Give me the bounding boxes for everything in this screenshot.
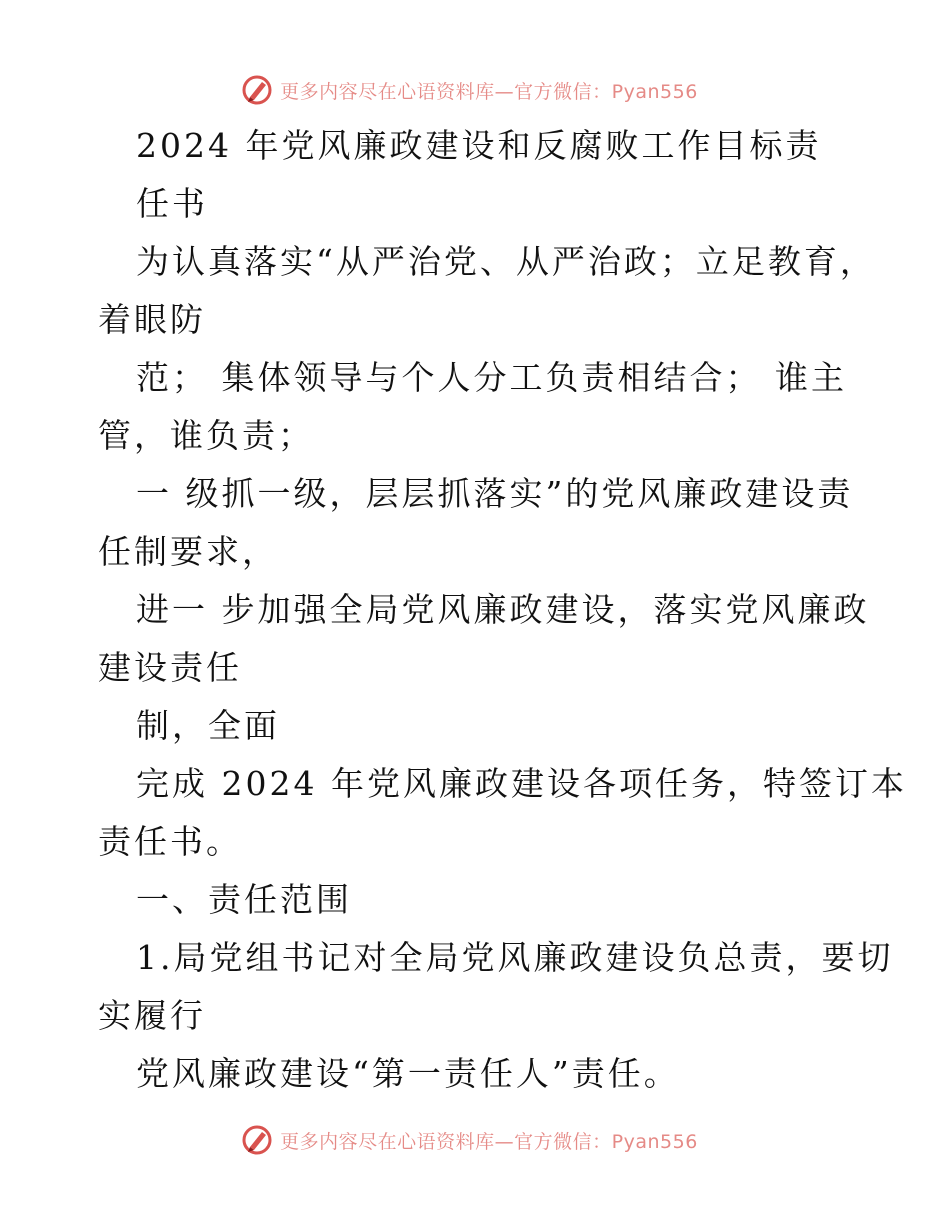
section-heading: 一、责任范围: [136, 880, 352, 919]
paragraph-line: 着眼防: [98, 300, 206, 339]
paragraph-line: 范； 集体领导与个人分工负责相结合； 谁主: [136, 358, 847, 397]
paragraph-line: 任制要求，: [98, 532, 278, 571]
title-line-2: 任书: [136, 184, 208, 223]
pen-circle-logo-icon: [240, 1123, 274, 1157]
paragraph-line: 制，全面: [136, 706, 280, 745]
footer-watermark: [0, 1120, 950, 1160]
paragraph-line: 完成 2024 年党风廉政建设各项任务，特签订本: [136, 764, 907, 803]
paragraph-line: 一 级抓一级，层层抓落实”的党风廉政建设责: [136, 474, 854, 513]
paragraph-line: 进一 步加强全局党风廉政建设，落实党风廉政: [136, 590, 870, 629]
paragraph-line: 管，谁负责；: [98, 416, 314, 455]
watermark-text: 更多内容尽在心语资料库—官方微信：Pyan556: [280, 1130, 698, 1153]
paragraph-line: 实履行: [98, 996, 206, 1035]
paragraph-line: 建设责任: [98, 648, 242, 687]
paragraph-line: 党风廉政建设“第一责任人”责任。: [136, 1054, 680, 1093]
title-line-1: 2024 年党风廉政建设和反腐败工作目标责: [136, 126, 822, 165]
paragraph-line: 为认真落实“从严治党、从严治政；立足教育，: [136, 242, 876, 281]
paragraph-line: 责任书。: [98, 822, 242, 861]
watermark-text: 更多内容尽在心语资料库—官方微信：Pyan556: [280, 80, 698, 103]
paragraph-line: 1.局党组书记对全局党风廉政建设负总责，要切: [136, 938, 894, 977]
